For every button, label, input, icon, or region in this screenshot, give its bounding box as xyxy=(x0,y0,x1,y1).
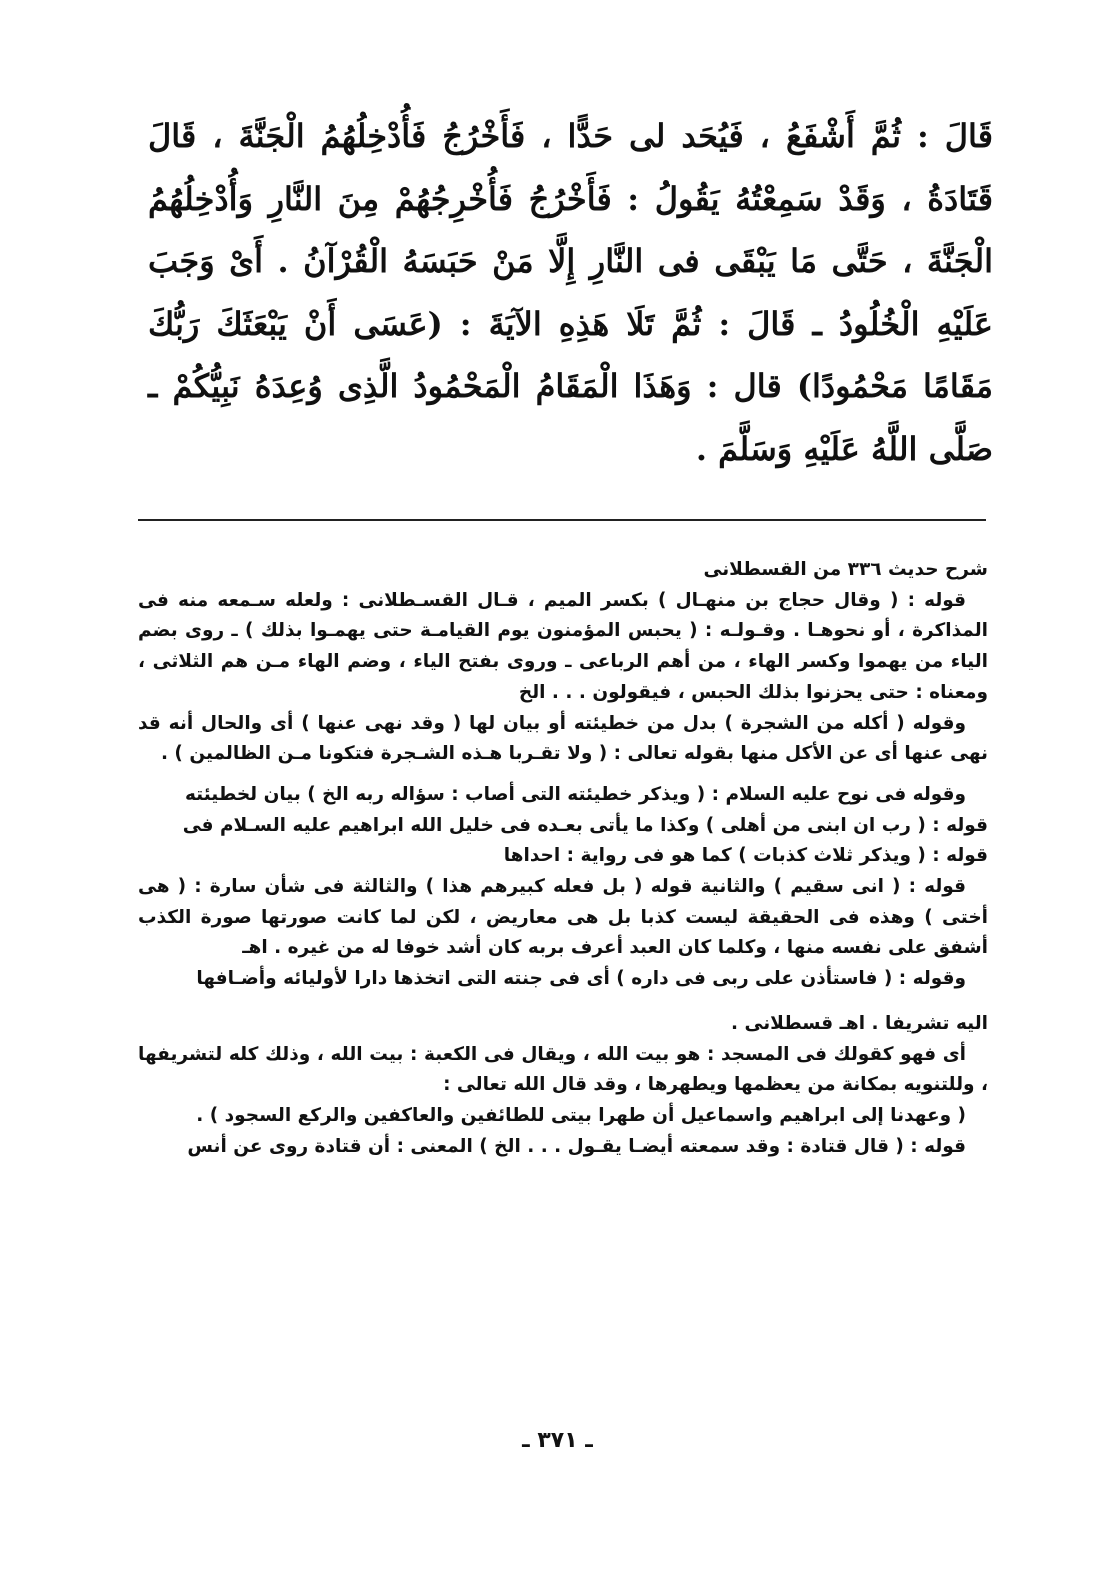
commentary-section xyxy=(138,555,988,1162)
commentary-paragraph: قوله : ( قال قتادة : وقد سمعته أيضـا يقـول . . . الخ ) المعنى : أن قتادة روى عن أنس xyxy=(187,1135,966,1157)
separator-line xyxy=(138,519,986,521)
commentary-paragraph: وقوله : ( فاستأذن على ربى فى داره ) أى فى جنته التى اتخذها دارا لأوليائه وأضـافها xyxy=(196,968,966,990)
hadith-paragraph: قَالَ : ثُمَّ أَشْفَعُ ، فَيُحَد لى حَدًّا ، فَأَخْرُجُ فَأُدْخِلُهُمُ الْجَنَّةَ ، قَالَ قَتَادَةُ ، وَقَدْ سَمِعْتُهُ يَقُولُ : فَأَخْرُجُ فَأُخْرِجُهُمْ مِنَ النَّارِ وَأُدْخِلُهُمُ الْجَنَّةَ ، حَتَّى مَا يَبْقَى فى النَّارِ إِلَّا مَنْ حَبَسَهُ الْقُرْآنُ . أَىْ وَجَبَ عَلَيْهِ الْخُلُودُ ـ قَالَ : ثُمَّ تَلَا هَذِهِ الآيَةَ : (عَسَى أَنْ يَبْعَثَكَ رَبُّكَ مَقَامًا مَحْمُودًا) قال : وَهَذَا الْمَقَامُ الْمَحْمُودُ الَّذِى وُعِدَهُ نَبِيُّكُمْ ـ صَلَّى اللَّهُ عَلَيْهِ وَسَلَّمَ . xyxy=(148,117,993,468)
hadith-text xyxy=(148,105,993,480)
commentary-paragraph: أى فهو كقولك فى المسجد : هو بيت الله ، ويقال فى الكعبة : بيت الله ، وذلك كله لتشريفها ، وللتنويه بمكانة من يعظمها ويطهرها ، وقد قال الله تعالى : xyxy=(138,1043,988,1096)
page-number: ـ ٣٧١ ـ xyxy=(522,1428,593,1453)
commentary-paragraph: وقوله فى نوح عليه السلام : ( ويذكر خطيئته التى أصاب : سؤاله ربه الخ ) بيان لخطيئته xyxy=(184,783,966,805)
commentary-paragraph: اليه تشريفا . اهـ قسطلانى . xyxy=(731,1012,988,1034)
commentary-paragraph: قوله : ( رب ان ابنى من أهلى ) وكذا ما يأتى بعـده فى خليل الله ابراهيم عليه السـلام فى xyxy=(182,814,988,836)
commentary-paragraph: ( وعهدنا إلى ابراهيم واسماعيل أن طهرا بيتى للطائفين والعاكفين والركع السجود ) . xyxy=(196,1104,966,1126)
commentary-paragraph: قوله : ( وقال حجاج بن منهـال ) بكسر الميم ، قـال القسـطلانى : ولعله سـمعه منه فى المذاكرة ، أو نحوهـا . وقـولـه : ( يحبس المؤمنون يوم القيامـة حتى يهمـوا بذلك ) ـ روى بضم الياء من يهموا وكسر الهاء ، من أهم الرباعى ـ وروى بفتح الياء ، وضم الهاء مـن هم الثلاثى ، ومعناه : حتى يحزنوا بذلك الحبس ، فيقولون . . . الخ xyxy=(138,589,988,703)
commentary-paragraph: قوله : ( انى سقيم ) والثانية قوله ( بل فعله كبيرهم هذا ) والثالثة فى شأن سارة : ( هى أختى ) وهذه فى الحقيقة ليست كذبا بل هى معاريض ، لكن لما كانت صورتها صورة الكذب أشفق على نفسه منها ، وكلما كان العبد أعرف بربه كان أشد خوفا له من غيره . اهـ xyxy=(138,876,988,959)
commentary-paragraph: وقوله ( أكله من الشجرة ) بدل من خطيئته أو بيان لها ( وقد نهى عنها ) أى والحال أنه قد نهى عنها أى عن الأكل منها بقوله تعالى : ( ولا تقـربا هـذه الشـجرة فتكونا مـن الظالمين ) . xyxy=(138,712,988,765)
commentary-heading: شرح حديث ٣٣٦ من القسطلانى xyxy=(703,559,988,580)
commentary-paragraph: قوله : ( ويذكر ثلاث كذبات ) كما هو فى رواية : احداها xyxy=(503,845,988,867)
